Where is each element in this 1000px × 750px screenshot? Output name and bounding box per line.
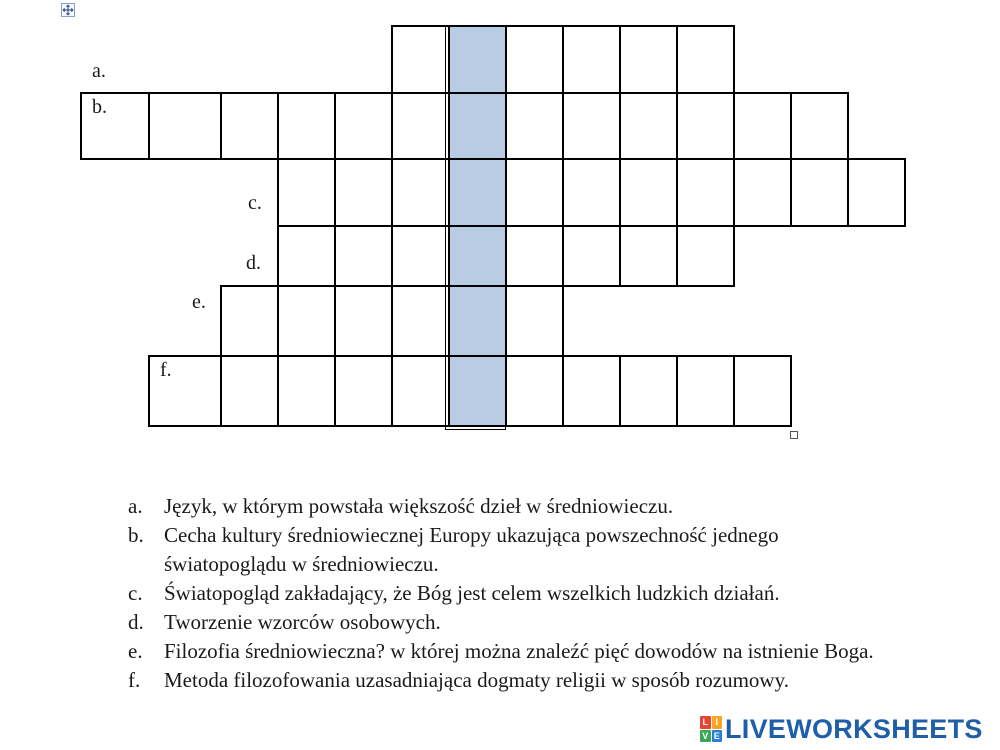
row-label: d. [246, 252, 261, 274]
crossword-solution-cell[interactable] [448, 355, 507, 427]
clue-text: Światopogląd zakładający, że Bóg jest celem wszelkich ludzkich działań. [164, 581, 780, 605]
clue-text: Filozofia średniowieczna? w której można znaleźć pięć dowodów na istnienie Boga. [164, 639, 874, 663]
crossword-cell[interactable] [619, 355, 678, 427]
clue-item [128, 608, 988, 637]
crossword-cell[interactable] [676, 225, 735, 287]
clue-text: Metoda filozofowania uzasadniająca dogmaty religii w sposób rozumowy. [164, 668, 789, 692]
clue-letter: d. [128, 610, 144, 634]
crossword-cell[interactable] [733, 355, 792, 427]
crossword-cell[interactable] [391, 158, 450, 227]
table-resize-handle[interactable] [790, 431, 798, 439]
crossword-cell[interactable] [790, 92, 849, 160]
crossword-cell[interactable] [505, 158, 564, 227]
crossword-cell[interactable] [334, 225, 393, 287]
row-label: e. [192, 291, 206, 313]
crossword-cell[interactable] [220, 92, 279, 160]
clue-list [128, 492, 988, 695]
logo-letter: I [712, 716, 723, 729]
clue-item [128, 637, 988, 666]
clue-item [128, 579, 988, 608]
crossword-cell[interactable] [676, 158, 735, 227]
crossword-cell[interactable] [790, 158, 849, 227]
crossword-cell[interactable] [619, 158, 678, 227]
crossword-cell[interactable] [562, 92, 621, 160]
logo-letter: V [700, 730, 711, 743]
clue-letter: a. [128, 494, 143, 518]
crossword-cell[interactable] [847, 158, 906, 227]
crossword-cell[interactable] [277, 285, 336, 357]
crossword-cell[interactable] [505, 355, 564, 427]
crossword-cell[interactable] [220, 355, 279, 427]
liveworksheets-logo-icon [700, 716, 722, 742]
crossword-cell[interactable] [277, 355, 336, 427]
crossword-cell[interactable] [148, 92, 222, 160]
crossword-cell[interactable] [277, 92, 336, 160]
crossword-solution-cell[interactable] [448, 92, 507, 160]
crossword-cell[interactable] [220, 285, 279, 357]
crossword-cell[interactable] [562, 355, 621, 427]
crossword-cell[interactable] [562, 158, 621, 227]
logo-letter: L [700, 716, 711, 729]
clue-text: Cecha kultury średniowiecznej Europy ukazująca powszechność jednego światopoglądu w średniowieczu. [164, 523, 779, 576]
crossword-cell[interactable] [391, 225, 450, 287]
crossword-cell[interactable] [505, 92, 564, 160]
crossword-cell[interactable] [334, 158, 393, 227]
crossword-cell[interactable] [619, 25, 678, 94]
crossword-cell[interactable] [733, 92, 792, 160]
crossword-cell[interactable] [391, 25, 450, 94]
crossword-cell[interactable] [391, 92, 450, 160]
crossword-cell[interactable] [391, 355, 450, 427]
crossword-cell[interactable] [505, 225, 564, 287]
crossword-cell[interactable] [676, 25, 735, 94]
crossword-solution-cell[interactable] [448, 25, 507, 94]
clue-text: Język, w którym powstała większość dzieł w średniowieczu. [164, 494, 674, 518]
crossword-cell[interactable] [277, 158, 336, 227]
logo-letter: E [712, 730, 723, 743]
crossword-cell[interactable] [562, 25, 621, 94]
crossword-cell[interactable] [334, 355, 393, 427]
row-label: b. [92, 96, 107, 118]
crossword-solution-cell[interactable] [448, 225, 507, 287]
crossword-cell[interactable] [334, 285, 393, 357]
crossword-cell[interactable] [505, 25, 564, 94]
clue-item [128, 492, 988, 521]
clue-letter: f. [128, 668, 141, 692]
table-move-handle-icon[interactable] [61, 3, 75, 17]
crossword-cell[interactable] [733, 158, 792, 227]
row-label: c. [248, 192, 262, 214]
crossword-solution-cell[interactable] [448, 285, 507, 357]
clue-letter: b. [128, 523, 144, 547]
clue-item [128, 521, 988, 579]
row-label: f. [160, 359, 172, 381]
crossword-cell[interactable] [619, 225, 678, 287]
clue-letter: e. [128, 639, 143, 663]
crossword-cell[interactable] [619, 92, 678, 160]
crossword-cell[interactable] [562, 225, 621, 287]
crossword-cell[interactable] [505, 285, 564, 357]
clue-text: Tworzenie wzorców osobowych. [164, 610, 441, 634]
crossword-cell[interactable] [391, 285, 450, 357]
clue-letter: c. [128, 581, 143, 605]
crossword-cell[interactable] [80, 92, 150, 160]
liveworksheets-brand [700, 714, 983, 744]
crossword-cell[interactable] [676, 355, 735, 427]
crossword-cell[interactable] [277, 225, 336, 287]
clue-item [128, 666, 988, 695]
row-label: a. [92, 60, 106, 82]
crossword-cell[interactable] [334, 92, 393, 160]
brand-name: LIVEWORKSHEETS [725, 713, 983, 744]
crossword-solution-cell[interactable] [448, 158, 507, 227]
crossword-cell[interactable] [676, 92, 735, 160]
